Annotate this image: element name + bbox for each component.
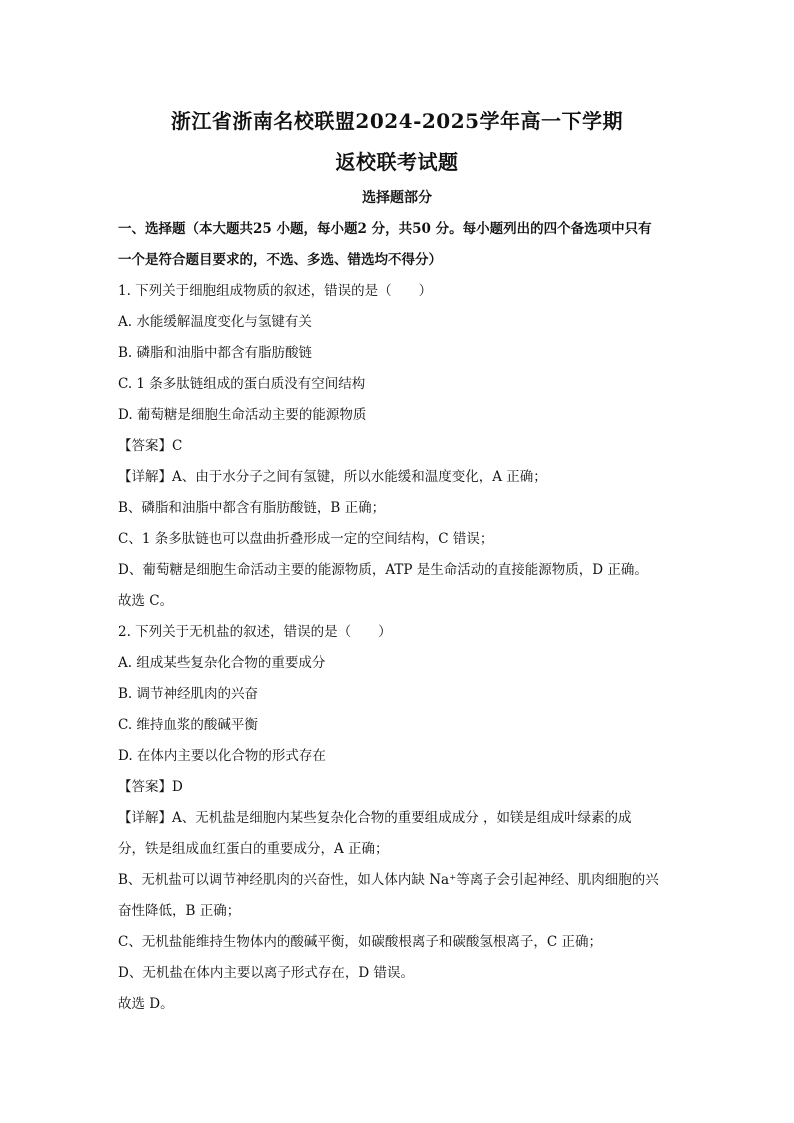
explanation-line: 【详解】A、由于水分子之间有氢键，所以水能缓和温度变化，A 正确；	[118, 469, 547, 485]
option-c: C. 1 条多肽链组成的蛋白质没有空间结构	[118, 376, 366, 392]
explanation-line: D、无机盐在体内主要以离子形式存在，D 错误。	[118, 965, 414, 981]
option-a: A. 水能缓解温度变化与氢键有关	[118, 314, 312, 330]
explanation-line: C、1 条多肽链也可以盘曲折叠形成一定的空间结构，C 错误；	[118, 531, 494, 547]
document-subtitle: 返校联考试题	[335, 150, 459, 174]
explanation-line: 故选 D。	[118, 996, 174, 1012]
explanation-line: 奋性降低，B 正确；	[118, 903, 241, 919]
explanation-line: B、磷脂和油脂中都含有脂肪酸链，B 正确；	[118, 500, 386, 516]
explanation-line: D、葡萄糖是细胞生命活动主要的能源物质，ATP 是生命活动的直接能源物质，D 正确。	[118, 562, 648, 578]
document-title: 浙江省浙南名校联盟2024-2025学年高一下学期	[170, 109, 624, 133]
answer-line: 【答案】D	[118, 779, 183, 795]
document-body	[118, 214, 678, 1020]
instructions-line: 一个是符合题目要求的，不选、多选、错选均不得分）	[118, 252, 442, 268]
question-stem: 1. 下列关于细胞组成物质的叙述，错误的是（ ）	[118, 283, 433, 299]
question-1	[118, 276, 678, 617]
question-stem: 2. 下列关于无机盐的叙述，错误的是（ ）	[118, 624, 392, 640]
explanation-line: 【详解】A、无机盐是细胞内某些复杂化合物的重要组成成分 ，如镁是组成叶绿素的成	[118, 810, 632, 826]
option-c: C. 维持血浆的酸碱平衡	[118, 717, 258, 733]
option-d: D. 在体内主要以化合物的形式存在	[118, 748, 326, 764]
option-b: B. 调节神经肌肉的兴奋	[118, 686, 259, 702]
section-heading: 选择题部分	[362, 190, 432, 206]
option-d: D. 葡萄糖是细胞生命活动主要的能源物质	[118, 407, 367, 423]
explanation-line: 故选 C。	[118, 593, 174, 609]
explanation-line: C、无机盐能维持生物体内的酸碱平衡，如碳酸根离子和碳酸氢根离子，C 正确；	[118, 934, 602, 950]
explanation-line: 分，铁是组成血红蛋白的重要成分，A 正确；	[118, 841, 389, 857]
instructions-line: 一、选择题（本大题共25 小题，每小题2 分，共50 分。每小题列出的四个备选项中只有	[118, 221, 652, 237]
option-a: A. 组成某些复杂化合物的重要成分	[118, 655, 326, 671]
question-2	[118, 617, 678, 1020]
option-b: B. 磷脂和油脂中都含有脂肪酸链	[118, 345, 313, 361]
answer-line: 【答案】C	[118, 438, 183, 454]
explanation-line: B、无机盐可以调节神经肌肉的兴奋性，如人体内缺 Na⁺等离子会引起神经、肌肉细胞的兴	[118, 872, 659, 888]
